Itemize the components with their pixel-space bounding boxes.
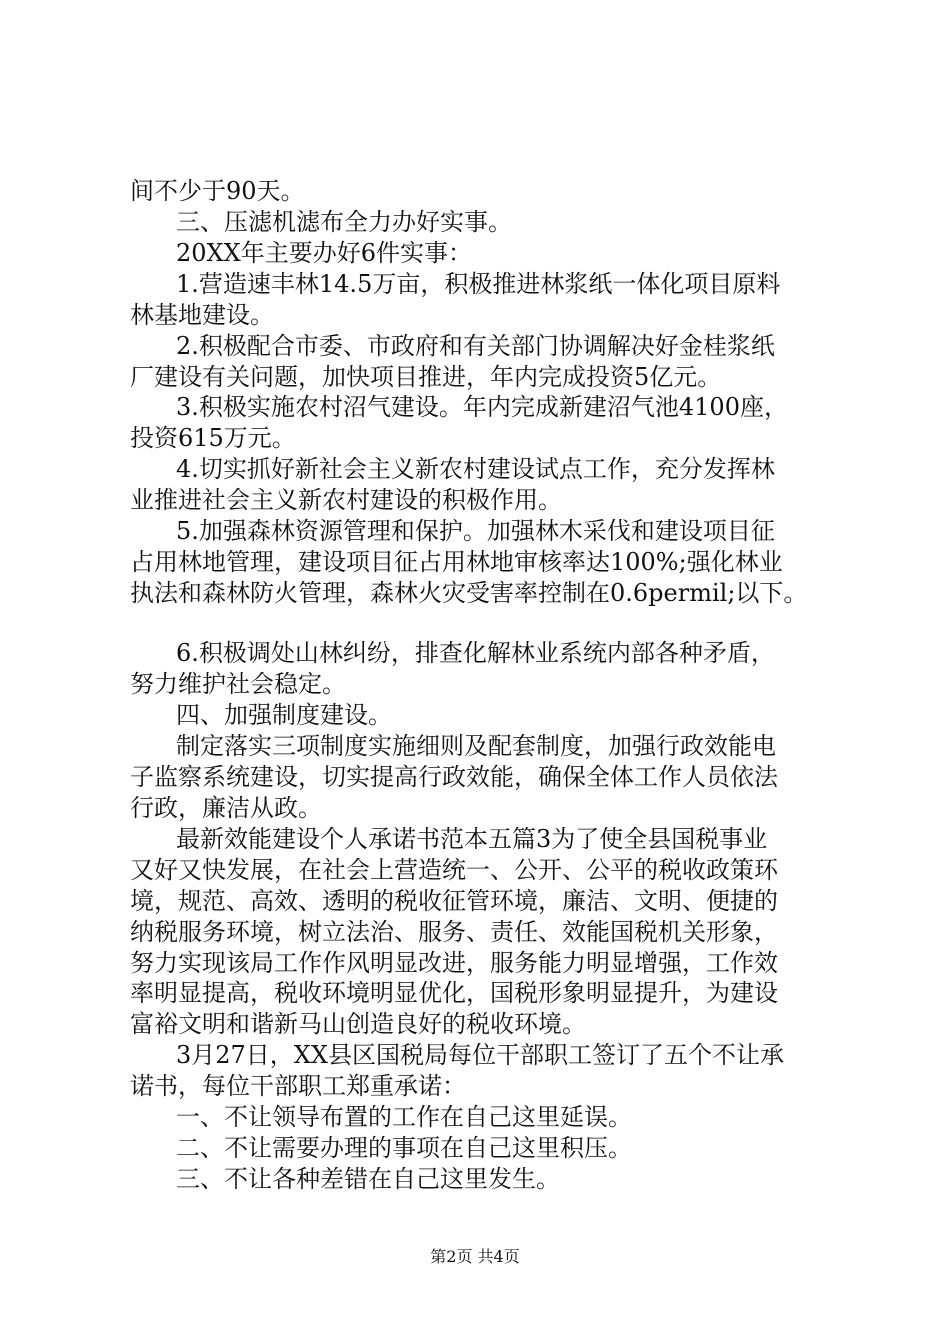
list-item: 1.营造速丰林14.5万亩，积极推进林浆纸一体化项目原料: [176, 270, 781, 298]
paragraph-line: 制定落实三项制度实施细则及配套制度，加强行政效能电: [176, 732, 776, 760]
text-line: 20XX年主要办好6件实事：: [176, 239, 472, 267]
text-line: 占用林地管理，建设项目征占用林地审核率达100%;强化林业: [130, 548, 783, 576]
text-line: 诺书，每位干部职工郑重承诺：: [130, 1072, 466, 1100]
text-line: 行政，廉洁从政。: [130, 794, 322, 822]
text-line: 境，规范、高效、透明的税收征管环境，廉洁、文明、便捷的: [130, 887, 778, 915]
paragraph-line: 最新效能建设个人承诺书范本五篇3为了使全县国税事业: [176, 825, 768, 853]
list-item: 三、不让各种差错在自己这里发生。: [176, 1165, 560, 1193]
text-line: 富裕文明和谐新马山创造良好的税收环境。: [130, 1010, 586, 1038]
text-line: 业推进社会主义新农村建设的积极作用。: [130, 486, 562, 514]
list-item: 2.积极配合市委、市政府和有关部门协调解决好金桂浆纸: [176, 332, 775, 360]
text-line: 努力维护社会稳定。: [130, 670, 346, 698]
section-heading: 四、加强制度建设。: [176, 701, 392, 729]
list-item: 一、不让领导布置的工作在自己这里延误。: [176, 1103, 632, 1131]
text-line: 努力实现该局工作作风明显改进，服务能力明显增强，工作效: [130, 949, 778, 977]
text-line: 投资615万元。: [130, 424, 296, 452]
text-line: 林基地建设。: [130, 301, 274, 329]
text-line: 执法和森林防火管理，森林火灾受害率控制在0.6permil;以下。: [130, 579, 808, 607]
list-item: 6.积极调处山林纠纷，排查化解林业系统内部各种矛盾，: [176, 639, 775, 667]
paragraph-line: 3月27日，XX县区国税局每位干部职工签订了五个不让承: [176, 1041, 784, 1069]
list-item: 5.加强森林资源管理和保护。加强林木采伐和建设项目征: [176, 517, 775, 545]
text-line: 又好又快发展，在社会上营造统一、公开、公平的税收政策环: [130, 856, 778, 884]
text-line: 子监察系统建设，切实提高行政效能，确保全体工作人员依法: [130, 763, 778, 791]
text-line: 率明显提高，税收环境明显优化，国税形象明显提升，为建设: [130, 979, 778, 1007]
list-item: 4.切实抓好新社会主义新农村建设试点工作，充分发挥林: [176, 455, 775, 483]
section-heading: 三、压滤机滤布全力办好实事。: [176, 208, 512, 236]
page-footer: 第2页 共4页: [430, 1247, 520, 1266]
list-item: 二、不让需要办理的事项在自己这里积压。: [176, 1134, 632, 1162]
list-item: 3.积极实施农村沼气建设。年内完成新建沼气池4100座，: [176, 393, 788, 421]
text-line: 间不少于90天。: [130, 177, 305, 205]
text-line: 纳税服务环境，树立法治、服务、责任、效能国税机关形象，: [130, 918, 778, 946]
text-line: 厂建设有关问题，加快项目推进，年内完成投资5亿元。: [130, 363, 722, 391]
